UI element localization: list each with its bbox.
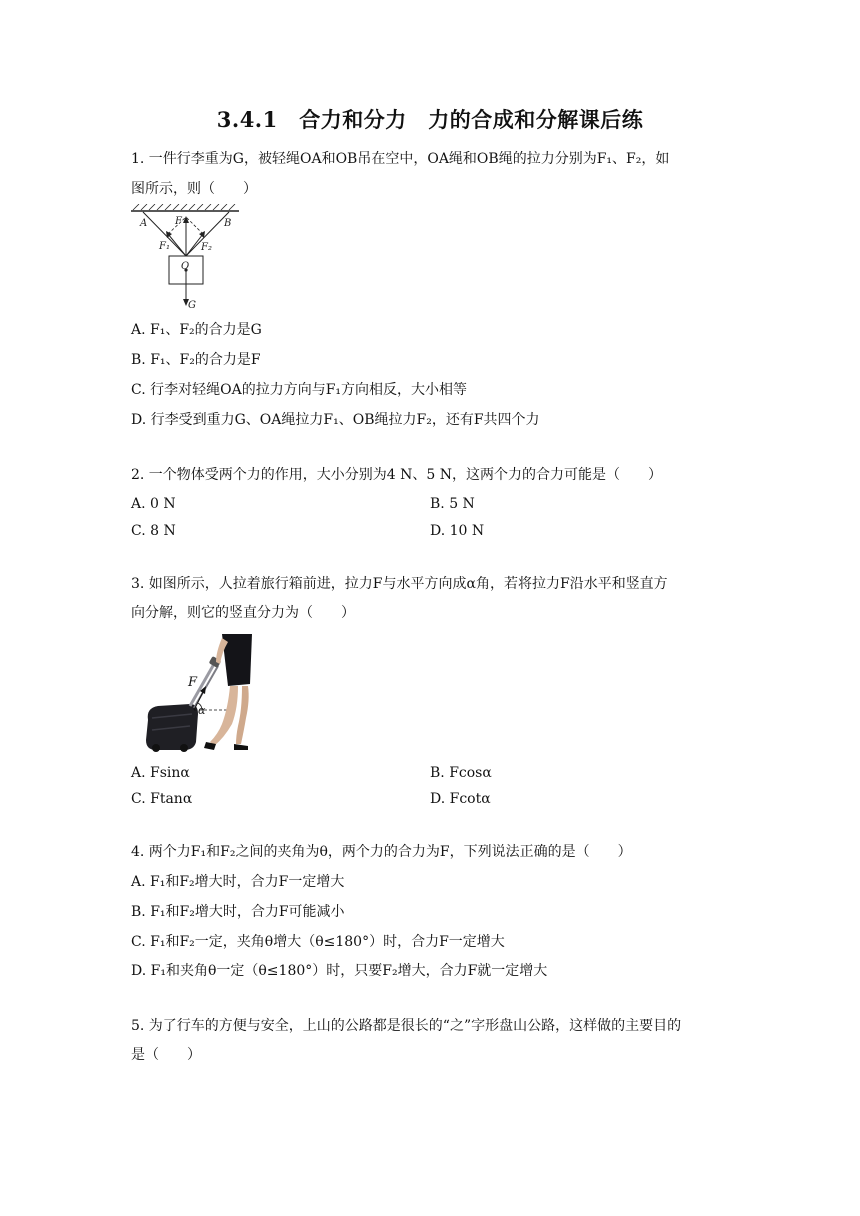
q2-option-a: A. 0 N <box>131 496 176 512</box>
q3-option-b: B. Fcosα <box>430 765 492 781</box>
q2-stem: 2. 一个物体受两个力的作用，大小分别为4 N、5 N，这两个力的合力可能是（ ） <box>131 467 663 483</box>
page-title: 3.4.1 合力和分力 力的合成和分解课后练 <box>216 107 644 132</box>
q4-option-c: C. F₁和F₂一定，夹角θ增大（θ≤180°）时，合力F一定增大 <box>131 934 505 950</box>
q4-option-a: A. F₁和F₂增大时，合力F一定增大 <box>131 874 345 890</box>
q4-stem: 4. 两个力F₁和F₂之间的夹角为θ，两个力的合力为F，下列说法正确的是（ ） <box>131 844 632 860</box>
q3-option-d: D. Fcotα <box>430 791 491 807</box>
q4-option-d: D. F₁和夹角θ一定（θ≤180°）时，只要F₂增大，合力F就一定增大 <box>131 963 548 979</box>
q5-stem-line1: 5. 为了行车的方便与安全，上山的公路都是很长的“之”字形盘山公路，这样做的主要目的 <box>131 1018 682 1034</box>
q2-option-d: D. 10 N <box>430 523 485 539</box>
q3-option-a: A. Fsinα <box>131 765 190 781</box>
q1-label-b: B <box>224 218 232 229</box>
q2-option-b: B. 5 N <box>430 496 475 512</box>
q1-label-g: G <box>188 300 196 311</box>
q1-rope-diagram <box>129 204 241 312</box>
q3-label-alpha: α <box>198 704 206 717</box>
q1-option-a: A. F₁、F₂的合力是G <box>131 322 262 338</box>
q1-option-d: D. 行李受到重力G、OA绳拉力F₁、OB绳拉力F₂，还有F共四个力 <box>131 412 540 428</box>
q3-stem-line2: 向分解，则它的竖直分力为（ ） <box>131 605 355 621</box>
q3-suitcase-photo <box>138 634 260 754</box>
q2-option-c: C. 8 N <box>131 523 176 539</box>
q3-stem-line1: 3. 如图所示，人拉着旅行箱前进，拉力F与水平方向成α角，若将拉力F沿水平和竖直方 <box>131 576 668 592</box>
q1-label-f: F <box>175 216 182 227</box>
q1-stem-line1: 1. 一件行李重为G，被轻绳OA和OB吊在空中，OA绳和OB绳的拉力分别为F₁、F₂，如 <box>131 151 670 167</box>
q1-label-o: O <box>181 261 190 272</box>
q5-stem-line2: 是（ ） <box>131 1047 201 1063</box>
q1-option-c: C. 行李对轻绳OA的拉力方向与F₁方向相反，大小相等 <box>131 382 468 398</box>
q3-label-f: F <box>188 675 198 690</box>
q1-label-f2: F₂ <box>201 242 212 253</box>
q4-option-b: B. F₁和F₂增大时，合力F可能减小 <box>131 904 345 920</box>
q3-option-c: C. Ftanα <box>131 791 193 807</box>
q1-label-f1: F₁ <box>159 241 170 252</box>
q1-stem-line2: 图所示，则（ ） <box>131 181 257 197</box>
q1-option-b: B. F₁、F₂的合力是F <box>131 352 261 368</box>
q1-label-a: A <box>140 218 148 229</box>
